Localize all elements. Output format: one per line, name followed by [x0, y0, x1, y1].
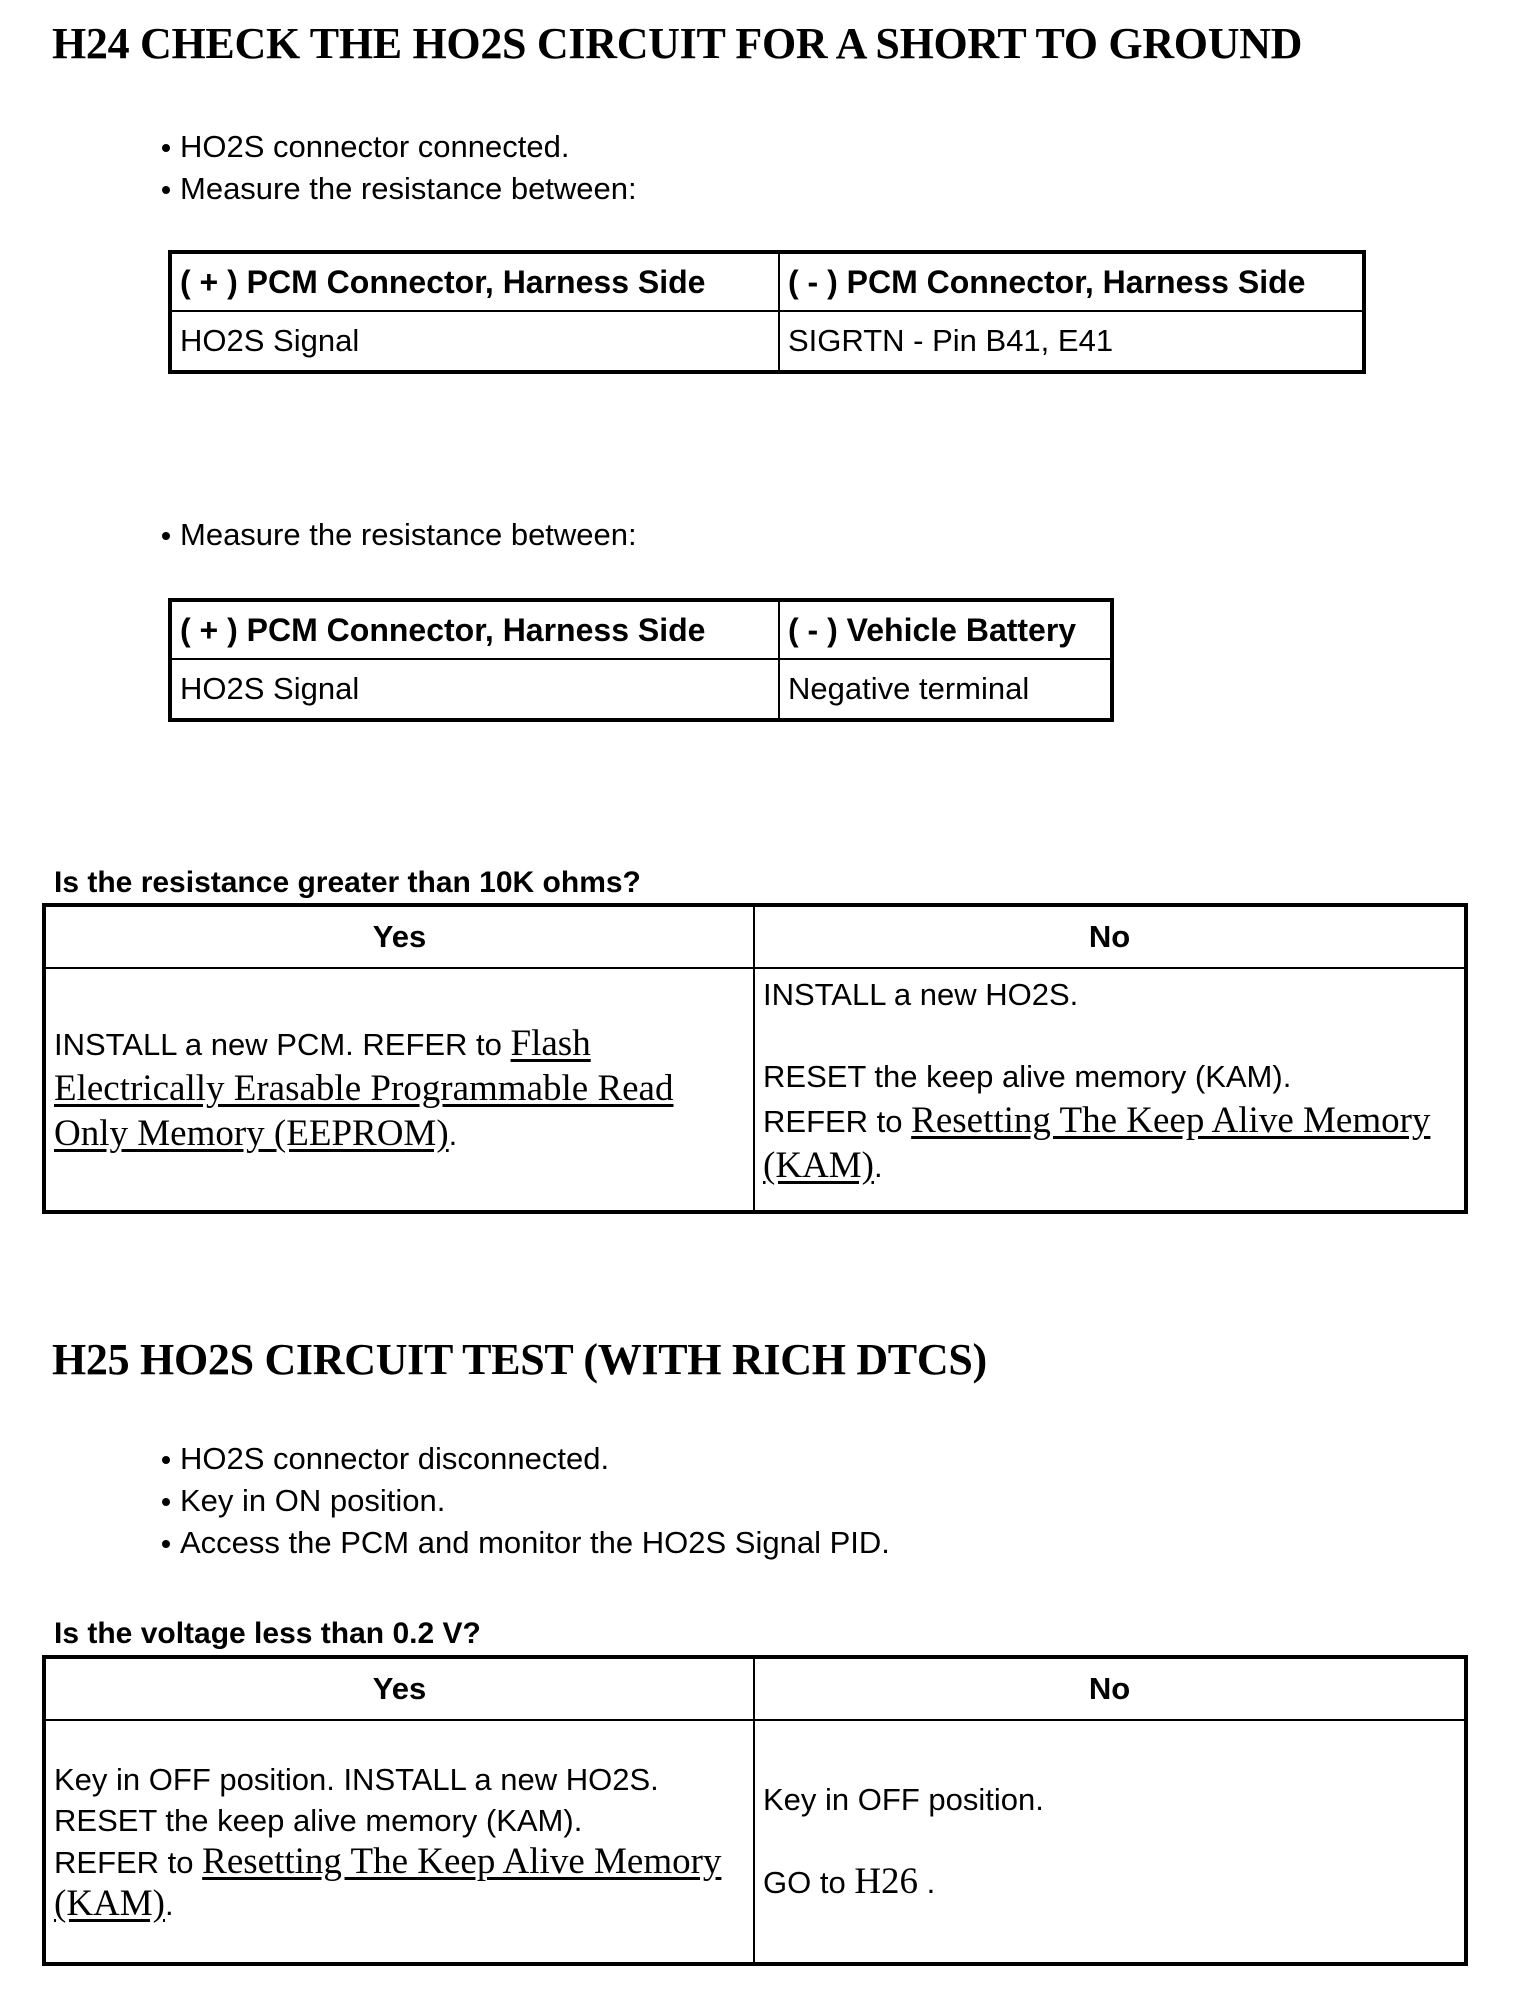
no-line-reset: RESET the keep alive memory (KAM).	[763, 1059, 1292, 1094]
table-header-row	[170, 252, 1364, 311]
list-item: Key in ON position.	[158, 1480, 890, 1522]
no-goto-text: GO to	[763, 1865, 855, 1900]
h24-question: Is the resistance greater than 10K ohms?	[54, 866, 641, 899]
yes-text: INSTALL a new PCM. REFER to	[54, 1027, 511, 1062]
table-header-row	[170, 600, 1112, 659]
table-row	[170, 311, 1364, 372]
no-header: No	[754, 905, 1466, 968]
yes-header: Yes	[44, 1657, 754, 1720]
table-cell: Negative terminal	[779, 659, 1112, 720]
h25-question: Is the voltage less than 0.2 V?	[54, 1617, 481, 1650]
yes-line-reset: RESET the keep alive memory (KAM).	[54, 1802, 583, 1838]
no-line-key-off: Key in OFF position.	[763, 1782, 1044, 1817]
h24-measurement-table-1	[168, 250, 1366, 374]
no-cell	[754, 968, 1466, 1212]
table-header-cell: ( + ) PCM Connector, Harness Side	[170, 252, 779, 311]
yes-end: .	[164, 1886, 174, 1922]
table-header-row	[44, 905, 1466, 968]
eeprom-link[interactable]: Flash Electrically Erasable Programmable Read Only Memory (EEPROM)	[54, 1023, 674, 1154]
table-header-cell: ( - ) Vehicle Battery	[779, 600, 1112, 659]
kam-reset-link[interactable]: Resetting The Keep Alive Memory (KAM)	[763, 1100, 1431, 1186]
no-refer-text: REFER to	[763, 1104, 912, 1139]
yes-refer-text: REFER to	[54, 1844, 203, 1880]
kam-reset-link[interactable]: Resetting The Keep Alive Memory (KAM)	[54, 1840, 722, 1924]
yes-cell	[44, 968, 754, 1212]
h26-link[interactable]: H26	[854, 1861, 919, 1902]
no-cell	[754, 1720, 1466, 1964]
h24-measurement-table-2	[168, 598, 1114, 722]
table-row	[170, 659, 1112, 720]
h25-title: H25 HO2S CIRCUIT TEST (WITH RICH DTCS)	[52, 1335, 987, 1384]
table-cell: HO2S Signal	[170, 659, 779, 720]
table-header-row	[44, 1657, 1466, 1720]
h25-bullet-list	[158, 1438, 890, 1564]
h25-yes-no-table	[42, 1655, 1468, 1966]
table-header-cell: ( + ) PCM Connector, Harness Side	[170, 600, 779, 659]
no-end: .	[873, 1149, 883, 1184]
list-item: Measure the resistance between:	[158, 514, 637, 556]
list-item: Measure the resistance between:	[158, 168, 637, 210]
table-cell: HO2S Signal	[170, 311, 779, 372]
table-header-cell: ( - ) PCM Connector, Harness Side	[779, 252, 1364, 311]
yes-end: .	[448, 1117, 458, 1152]
list-item: Access the PCM and monitor the HO2S Signal PID.	[158, 1522, 890, 1564]
h24-bullet-list-1	[158, 126, 637, 210]
no-line-install: INSTALL a new HO2S.	[763, 977, 1079, 1012]
no-end: .	[918, 1865, 936, 1900]
table-row	[44, 1720, 1466, 1964]
yes-header: Yes	[44, 905, 754, 968]
h24-title: H24 CHECK THE HO2S CIRCUIT FOR A SHORT TO GROUND	[52, 19, 1303, 68]
list-item: HO2S connector disconnected.	[158, 1438, 890, 1480]
table-cell: SIGRTN - Pin B41, E41	[779, 311, 1364, 372]
yes-cell	[44, 1720, 754, 1964]
no-header: No	[754, 1657, 1466, 1720]
table-row	[44, 968, 1466, 1212]
h24-bullet-list-2	[158, 514, 637, 556]
yes-line-install: Key in OFF position. INSTALL a new HO2S.	[54, 1761, 659, 1797]
h24-yes-no-table	[42, 903, 1468, 1214]
list-item: HO2S connector connected.	[158, 126, 637, 168]
